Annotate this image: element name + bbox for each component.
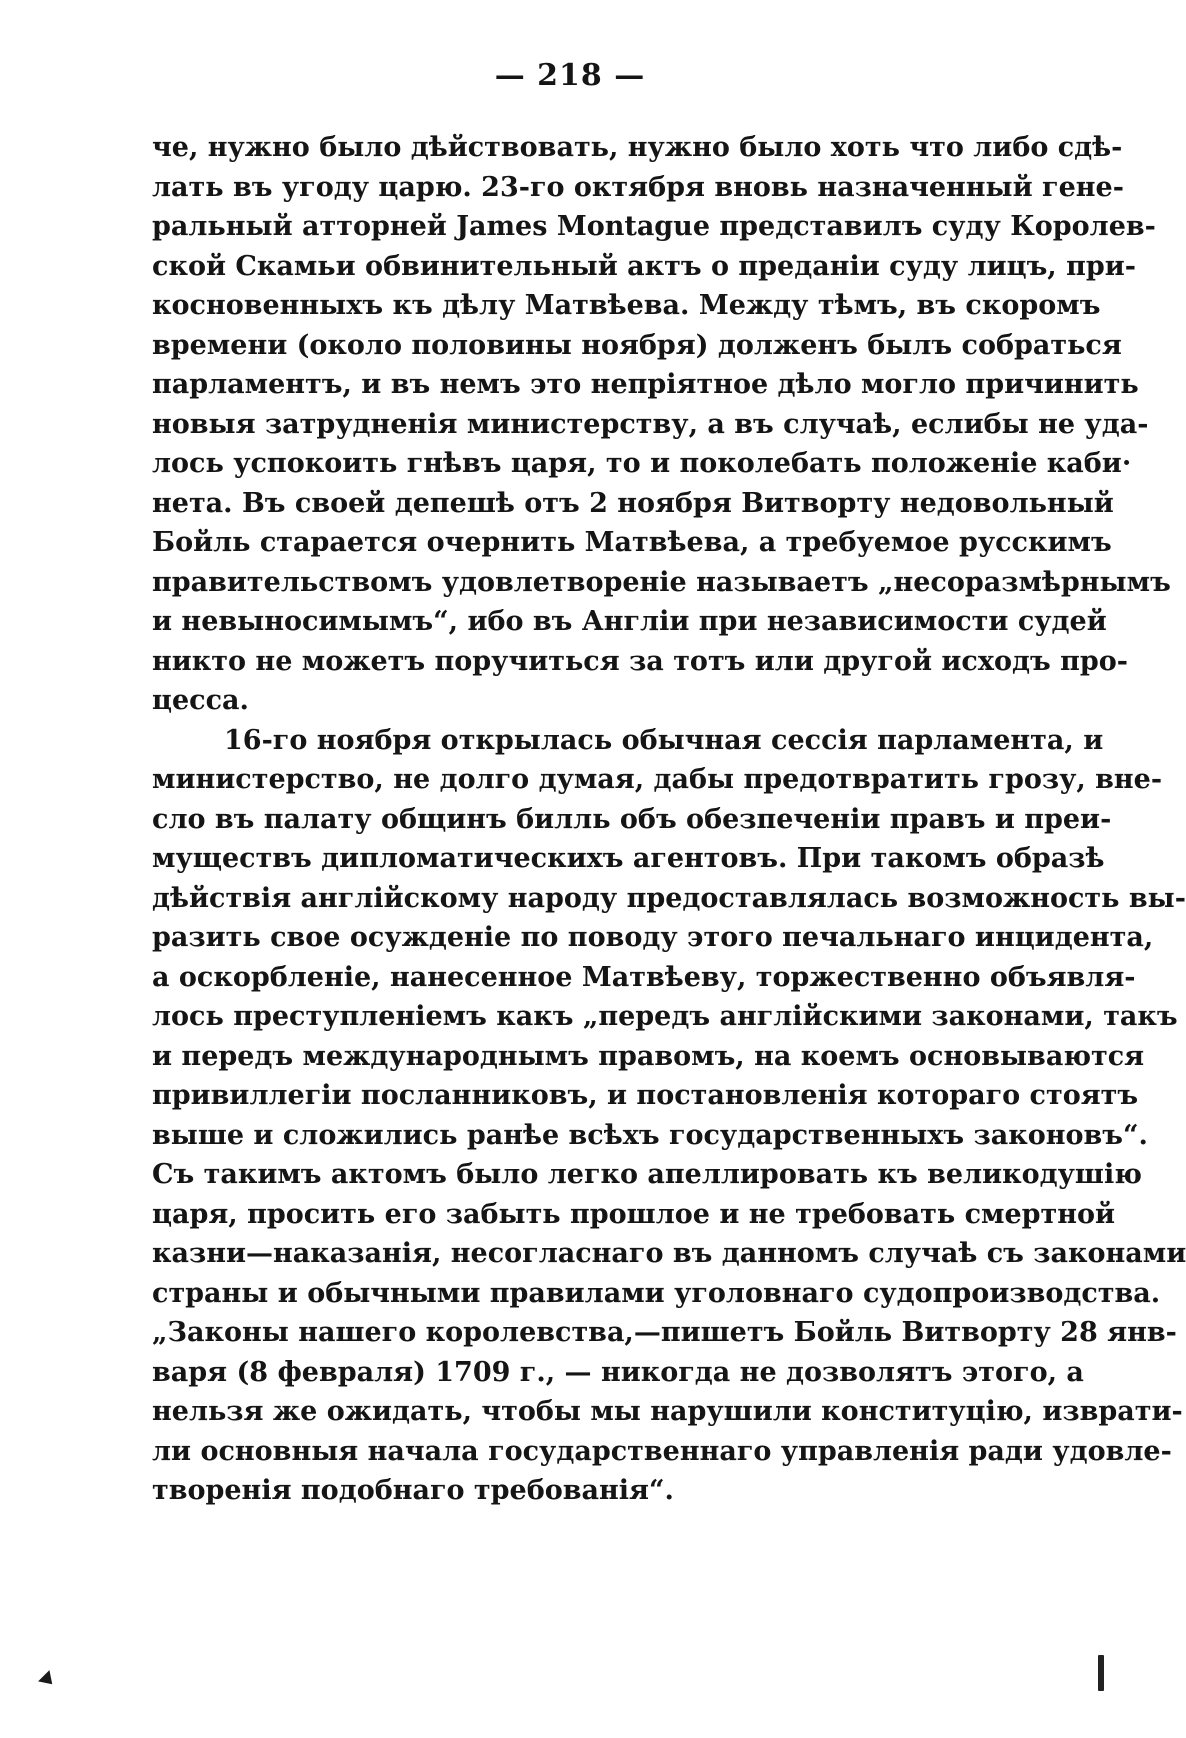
text-line: че, нужно было дѣйствовать, нужно было хоть что либо сдѣ-	[152, 132, 1123, 163]
text-line: и невыносимымъ“, ибо въ Англіи при независимости судей	[152, 606, 1107, 637]
text-line: казни—наказанія, несогласнаго въ данномъ случаѣ съ законами	[152, 1238, 1186, 1269]
scan-corner-mark	[38, 1670, 58, 1690]
text-line: муществъ дипломатическихъ агентовъ. При такомъ образѣ	[152, 843, 1105, 874]
text-line: царя, просить его забыть прошлое и не требовать смертной	[152, 1198, 1116, 1230]
text-line: привиллегіи посланниковъ, и постановленія котораго стоятъ	[152, 1080, 1139, 1111]
text-line: Бойль старается очернить Матвѣева, а требуемое русскимъ	[152, 527, 1112, 558]
page-number: — 218 —	[494, 58, 646, 93]
text-line-paragraph-end: творенія подобнаго требованія“.	[152, 1475, 674, 1506]
text-line: новыя затрудненія министерству, а въ случаѣ, еслибы не уда-	[152, 408, 1149, 440]
text-line: никто не можетъ поручиться за тотъ или другой исходъ про-	[152, 645, 1128, 677]
text-line: лось успокоить гнѣвъ царя, то и поколебать положеніе каби·	[152, 448, 1132, 479]
text-line: дѣйствія англійскому народу предоставлялась возможность вы-	[152, 882, 1186, 914]
text-line: правительствомъ удовлетвореніе называетъ „несоразмѣрнымъ	[152, 566, 1171, 598]
text-line: нельзя же ожидать, чтобы мы нарушили конституцію, изврати-	[152, 1396, 1183, 1427]
text-line-paragraph-end: цесса.	[152, 685, 249, 716]
text-line: министерство, не долго думая, дабы предотвратить грозу, вне-	[152, 764, 1163, 795]
text-line: ральный атторней James Montague представилъ суду Королев-	[152, 211, 1156, 242]
text-line: парламентъ, и въ немъ это непріятное дѣло могло причинить	[152, 369, 1139, 400]
text-line: сло въ палату общинъ билль объ обезпеченіи правъ и преи-	[152, 803, 1112, 835]
text-line: разить свое осужденіе по поводу этого печальнаго инцидента,	[152, 922, 1154, 953]
text-line: выше и сложились ранѣе всѣхъ государственныхъ законовъ“.	[152, 1119, 1148, 1151]
text-line: а оскорбленіе, нанесенное Матвѣеву, торжественно объявля-	[152, 961, 1136, 993]
text-line: косновенныхъ къ дѣлу Матвѣева. Между тѣмъ, въ скоромъ	[152, 290, 1101, 321]
text-line: времени (около половины ноября) долженъ былъ собраться	[152, 329, 1122, 361]
body-text	[152, 128, 1186, 1511]
text-line-paragraph-start: 16-го ноября открылась обычная сессія парламента, и	[224, 724, 1104, 756]
text-line: ской Скамьи обвинительный актъ о преданіи суду лицъ, при-	[152, 250, 1136, 282]
text-line: лось преступленіемъ какъ „передъ англійскими законами, такъ	[152, 1001, 1178, 1032]
text-line: нета. Въ своей депешѣ отъ 2 ноября Витворту недовольный	[152, 487, 1114, 519]
text-line: и передъ международнымъ правомъ, на коемъ основываются	[152, 1040, 1145, 1072]
text-line: ли основныя начала государственнаго управленія ради удовле-	[152, 1435, 1172, 1467]
text-line: варя (8 февраля) 1709 г., — никогда не дозволятъ этого, а	[152, 1356, 1084, 1388]
text-line: Съ такимъ актомъ было легко апеллировать къ великодушію	[152, 1159, 1142, 1190]
text-line: лать въ угоду царю. 23-го октября вновь назначенный гене-	[152, 171, 1124, 203]
scan-edge-mark	[1098, 1655, 1104, 1691]
text-line: страны и обычными правилами уголовнаго судопроизводства.	[152, 1277, 1161, 1309]
text-line: „Законы нашего королевства,—пишетъ Бойль Витворту 28 янв-	[152, 1317, 1177, 1348]
